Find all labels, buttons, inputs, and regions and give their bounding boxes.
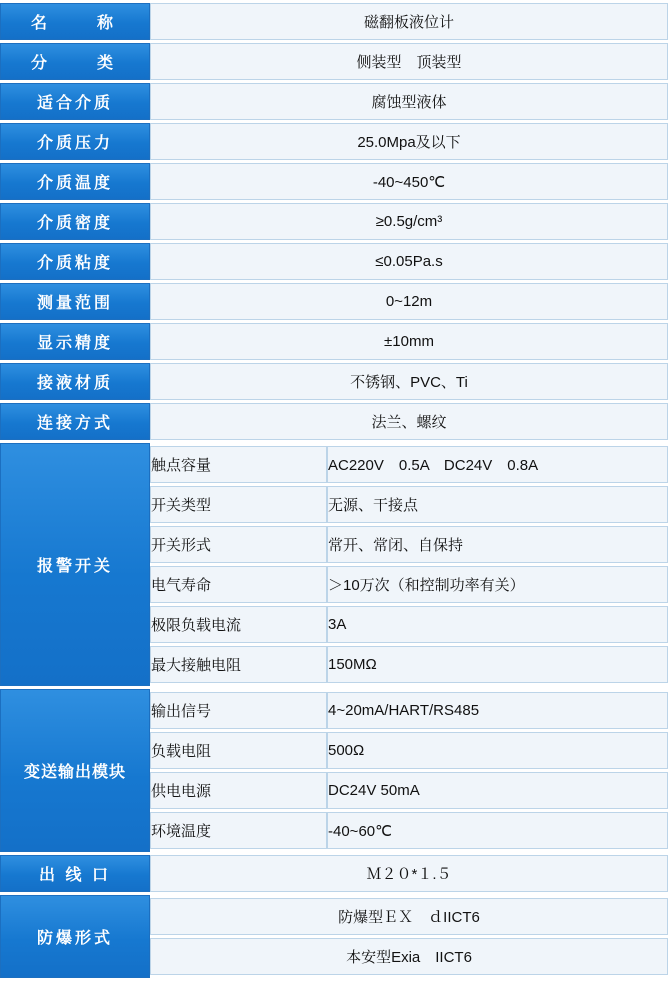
row-label: 介质压力 xyxy=(0,123,150,160)
sub-row xyxy=(150,646,668,683)
group-content-transmitter xyxy=(150,689,668,852)
sub-row-value: AC220V 0.5A DC24V 0.8A xyxy=(327,446,668,483)
row-value: 磁翻板液位计 xyxy=(150,3,668,40)
table-row xyxy=(0,43,668,80)
sub-row-value: 本安型Exia IICT6 xyxy=(150,938,668,975)
row-label: 介质密度 xyxy=(0,203,150,240)
sub-row-value: 4~20mA/HART/RS485 xyxy=(327,692,668,729)
sub-row xyxy=(150,732,668,769)
table-group-row-explosion xyxy=(0,895,668,978)
row-label: 接液材质 xyxy=(0,363,150,400)
table-row xyxy=(0,83,668,120)
row-value: 0~12m xyxy=(150,283,668,320)
row-label: 测量范围 xyxy=(0,283,150,320)
sub-row-value: 500Ω xyxy=(327,732,668,769)
row-value: 不锈钢、PVC、Ti xyxy=(150,363,668,400)
sub-row xyxy=(150,772,668,809)
sub-row-value: -40~60℃ xyxy=(327,812,668,849)
row-value: ≤0.05Pa.s xyxy=(150,243,668,280)
table-group-row-alarm-switch xyxy=(0,443,668,686)
row-label-outlet: 出 线 口 xyxy=(0,855,150,892)
table-row xyxy=(0,363,668,400)
table-row xyxy=(0,203,668,240)
sub-row xyxy=(150,938,668,975)
row-value: ≥0.5g/cm³ xyxy=(150,203,668,240)
row-value: ±10mm xyxy=(150,323,668,360)
sub-row-name: 输出信号 xyxy=(150,692,327,729)
table-row xyxy=(0,3,668,40)
row-label: 连接方式 xyxy=(0,403,150,440)
row-value: 25.0Mpa及以下 xyxy=(150,123,668,160)
row-label: 名 称 xyxy=(0,3,150,40)
group-label-explosion: 防爆形式 xyxy=(0,895,150,978)
table-row xyxy=(0,123,668,160)
sub-row-name: 开关类型 xyxy=(150,486,327,523)
sub-row-name: 触点容量 xyxy=(150,446,327,483)
sub-row-name: 极限负载电流 xyxy=(150,606,327,643)
table-row xyxy=(0,163,668,200)
row-value: 侧装型 顶装型 xyxy=(150,43,668,80)
sub-row xyxy=(150,812,668,849)
table-row xyxy=(0,243,668,280)
group-label-transmitter: 变送输出模块 xyxy=(0,689,150,852)
sub-row xyxy=(150,606,668,643)
table-group-row-transmitter xyxy=(0,689,668,852)
sub-row-value: ＞10万次（和控制功率有关） xyxy=(327,566,668,603)
table-row xyxy=(0,323,668,360)
sub-row-name: 开关形式 xyxy=(150,526,327,563)
sub-row-value: 3A xyxy=(327,606,668,643)
sub-row-name: 最大接触电阻 xyxy=(150,646,327,683)
sub-row-name: 电气寿命 xyxy=(150,566,327,603)
sub-row xyxy=(150,566,668,603)
group-content-alarm-switch xyxy=(150,443,668,686)
row-value: -40~450℃ xyxy=(150,163,668,200)
table-row xyxy=(0,403,668,440)
row-label: 分 类 xyxy=(0,43,150,80)
sub-row-value: 常开、常闭、自保持 xyxy=(327,526,668,563)
group-content-explosion xyxy=(150,895,668,978)
sub-row xyxy=(150,898,668,935)
table-row xyxy=(0,283,668,320)
sub-row-value: DC24V 50mA xyxy=(327,772,668,809)
row-label: 介质温度 xyxy=(0,163,150,200)
group-label-alarm-switch: 报警开关 xyxy=(0,443,150,686)
row-value: 腐蚀型液体 xyxy=(150,83,668,120)
sub-row xyxy=(150,692,668,729)
sub-row xyxy=(150,446,668,483)
row-value: 法兰、螺纹 xyxy=(150,403,668,440)
table-row-outlet xyxy=(0,855,668,892)
sub-row-name: 负载电阻 xyxy=(150,732,327,769)
row-label: 适合介质 xyxy=(0,83,150,120)
row-label: 介质粘度 xyxy=(0,243,150,280)
sub-row xyxy=(150,526,668,563)
row-value-outlet: Ｍ２０*１.５ xyxy=(150,855,668,892)
sub-row-name: 环境温度 xyxy=(150,812,327,849)
sub-row-value: 无源、干接点 xyxy=(327,486,668,523)
sub-row-value: 防爆型ＥＸ ｄIICT6 xyxy=(150,898,668,935)
sub-row-name: 供电电源 xyxy=(150,772,327,809)
row-label: 显示精度 xyxy=(0,323,150,360)
sub-row-value: 150MΩ xyxy=(327,646,668,683)
sub-row xyxy=(150,486,668,523)
